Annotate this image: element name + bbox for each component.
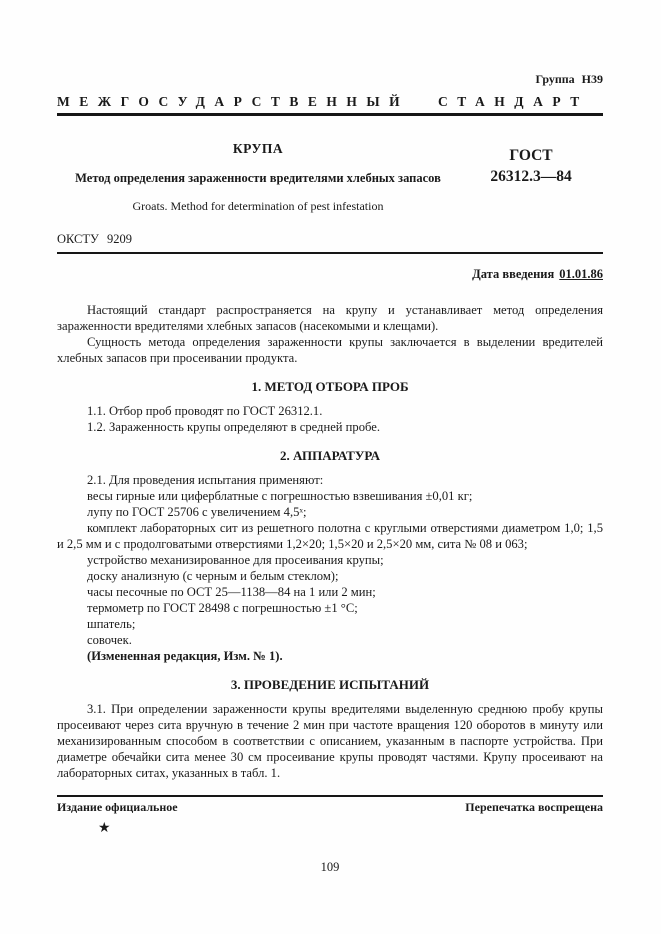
apparatus-list-item: лупу по ГОСТ 25706 с увеличением 4,5ˣ; (87, 505, 307, 519)
effective-date (57, 267, 603, 282)
apparatus-list-item: шпатель; (87, 617, 136, 631)
standard-kind-label: МЕЖГОСУДАРСТВЕННЫЙ СТАНДАРТ (57, 94, 589, 109)
page-number: 109 (320, 860, 340, 874)
section-1-heading: 1. МЕТОД ОТБОРА ПРОБ (251, 379, 409, 394)
apparatus-list-item: устройство механизированное для просеивания крупы; (87, 553, 384, 567)
method-title-ru: Метод определения зараженности вредителями хлебных запасов (75, 171, 441, 185)
group-label: Группа Н39 (535, 72, 603, 86)
intro-paragraphs (57, 302, 603, 366)
gost-designation-line1: ГОСТ (509, 147, 553, 164)
product-title: КРУПА (232, 141, 284, 156)
effective-date-value: 01.01.86 (559, 267, 603, 281)
footer-notices (57, 800, 603, 815)
footer-rule (57, 795, 603, 797)
apparatus-list-item: комплект лабораторных сит из решетного полотна с круглыми отверстиями диаметром 1,0; 1,5 и 2,5 мм и с продолговатыми отверстиями 1,2×20; 1,5×20 и 2,5×20 мм, сита № 08 и 063; (57, 521, 603, 551)
okstu-code: ОКСТУ 9209 (57, 232, 133, 246)
section-paragraph: 1.1. Отбор проб проводят по ГОСТ 26312.1. (87, 404, 323, 418)
star-icon: ★ (98, 821, 111, 836)
okstu-divider-rule (57, 252, 603, 254)
official-edition-label: Издание официальное (57, 800, 178, 814)
method-title-en: Groats. Method for determination of pest infestation (132, 199, 384, 213)
content-area (57, 0, 603, 781)
section-3-body (57, 701, 603, 781)
header-thick-rule (57, 113, 603, 116)
apparatus-list-item: термометр по ГОСТ 28498 с погрешностью ±1 °С; (87, 601, 358, 615)
section-2-body (57, 472, 603, 664)
intro-paragraph: Сущность метода определения зараженности крупы заключается в выделении вредителей хлебных запасов при просеивании продукта. (57, 335, 603, 365)
intro-paragraph: Настоящий стандарт распространяется на крупу и устанавливает метод определения зараженности вредителями хлебных запасов (насекомыми и клещами). (57, 303, 603, 333)
gost-designation-line2: 26312.3—84 (490, 167, 572, 185)
section-paragraph: 1.2. Зараженность крупы определяют в средней пробе. (87, 420, 380, 434)
apparatus-list-item: часы песочные по ОСТ 25—1138—84 на 1 или 2 мин; (87, 585, 376, 599)
amendment-note: (Измененная редакция, Изм. № 1). (87, 649, 283, 663)
apparatus-list-item: совочек. (87, 633, 132, 647)
page-footer (57, 795, 603, 875)
apparatus-list-item: доску анализную (с черным и белым стеклом); (87, 569, 339, 583)
gost-designation (459, 141, 603, 214)
section-1-body (57, 403, 603, 435)
reprint-prohibited-label: Перепечатка воспрещена (465, 800, 603, 814)
apparatus-list-item: весы гирные или циферблатные с погрешностью взвешивания ±0,01 кг; (87, 489, 473, 503)
section-paragraph: 3.1. При определении зараженности крупы вредителями выделенную среднюю пробу крупы просеивают через сита вручную в течение 2 мин при частоте вращения 120 оборотов в минуту или механизированным способом в соответствии с описанием, указанным в паспорте устройства. При диаметре обечайки сита менее 30 см просеивание крупы проводят частями. Крупу просеивают на лабораторных ситах, указанных в табл. 1. (57, 702, 603, 780)
section-3-heading: 3. ПРОВЕДЕНИЕ ИСПЫТАНИЙ (230, 677, 430, 692)
section-2-heading: 2. АППАРАТУРА (279, 448, 381, 463)
title-block (57, 141, 603, 214)
section-paragraph: 2.1. Для проведения испытания применяют: (87, 473, 324, 487)
title-left-column (57, 141, 459, 214)
effective-date-label: Дата введения (472, 267, 555, 281)
